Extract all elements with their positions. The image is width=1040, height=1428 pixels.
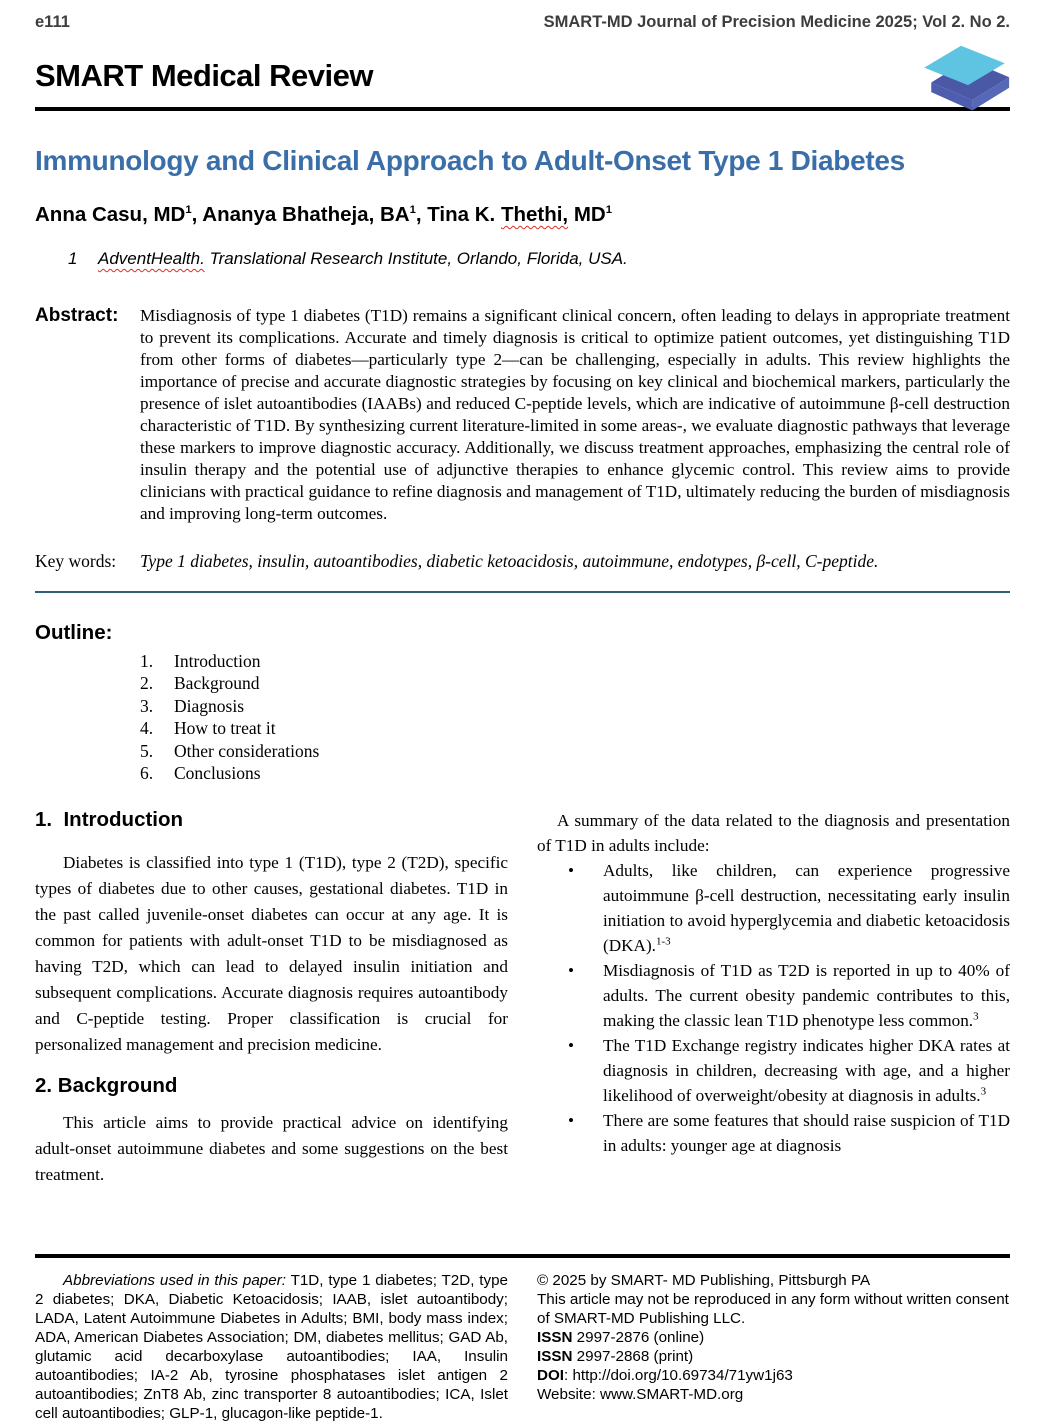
footer-divider [35,1254,1010,1258]
bullet-icon: • [568,861,575,881]
footer-line: ISSN 2997-2868 (print) [537,1348,694,1365]
section-heading-background: 2. Background [35,1074,178,1098]
outline-item [140,762,1010,784]
bullet-item: • Misdiagnosis of T1D as T2D is reported in up to 40% of adults. The current obesity pandemic contributes to this, making the classic lean T1D phenotype less common.$^3$ [537,958,1010,1033]
abstract-text: Misdiagnosis of type 1 diabetes (T1D) remains a significant clinical concern, often leading to delays in appropriate treatment to prevent its complications. Accurate and timely diagnosis is critical to optimize patient outcomes, yet distinguishing T1D from other forms of diabetes—particularly type 2—can be challenging, especially in adults. This review highlights the importance of precise and accurate diagnostic strategies by focusing on key clinical and biochemical markers, particularly the presence of islet autoantibodies (IAABs) and reduced C-peptide levels, which are indicative of autoimmune β-cell destruction characteristic of T1D. By synthesizing current literature-limited in some areas-, we evaluate diagnostic pathways that leverage these markers to improve diagnostic accuracy. Additionally, we discuss treatment approaches, emphasizing the central role of insulin therapy and the potential use of adjunctive therapies to enhance glycemic control. This review aims to provide clinicians with practical guidance to refine diagnosis and management of T1D, ultimately reducing the burden of misdiagnosis and improving long-term outcomes. [140,306,1010,523]
author: Anna Casu, $MD^1$, [35,203,203,226]
author: Ananya Bhatheja, $BA^1$, [202,203,428,226]
bullet-icon: • [568,961,575,981]
bullet-list [537,858,1010,1158]
footer-line: Website: www.SMART-MD.org [537,1386,744,1403]
outline-item-number: 4. [140,718,154,739]
right-column [537,808,1010,1222]
bullet-icon: • [568,1111,575,1131]
masthead-title: SMART Medical Review [35,58,373,93]
page-number: e111 [35,13,70,31]
footer-line-label: DOI [537,1367,565,1384]
journal-header-line: SMART-MD Journal of Precision Medicine 2025; Vol 2. No 2. [543,13,1010,31]
outline-item [140,695,1010,717]
outline-item-number: 2. [140,673,154,694]
outline-item [140,650,1010,672]
affiliation-number: 1 [68,249,78,268]
misspelled-word: AdventHealth. [98,249,205,268]
outline-item [140,717,1010,739]
outline-item-label: Introduction [174,651,261,671]
abbreviations-text: T1D, type 1 diabetes; T2D, type 2 diabetes; DKA, Diabetic Ketoacidosis; IAAB, islet autoantibody; LADA, Latent Autoimmune Diabetes in Adults; BMI, body mass index; ADA, American Diabetes Association; DM, diabetes mellitus; GAD Ab, glutamic acid decarboxylase autoantibodies; IAA, Insulin autoantibodies; IA-2 Ab, tyrosine phosphatases islet antigen 2 autoantibodies; ZnT8 Ab, zinc transporter 8 autoantibodies; ICA, Islet cell autoantibodies; GLP-1, glucagon-like peptide-1. [35,1272,509,1422]
author-superscript: 1 [605,204,612,217]
two-column-body [35,808,1010,1222]
keywords-text: Type 1 diabetes, insulin, autoantibodies, diabetic ketoacidosis, autoimmune, endotypes, β-cell, C-peptide. [140,551,879,571]
outline-item-number: 5. [140,740,154,761]
outline-heading: Outline: [35,621,113,644]
abstract-label: Abstract: [35,305,119,326]
outline-item-label: Background [174,673,260,694]
keywords-divider [35,591,1010,593]
reference-superscript: 3 [980,1085,987,1098]
affiliation [35,249,1010,269]
outline-item-label: Diagnosis [174,695,244,716]
outline-item-label: Conclusions [174,763,261,784]
outline-item-label: How to treat it [174,718,276,739]
reference-superscript: 3 [973,1010,979,1023]
abstract-section [35,305,1010,525]
page-footer [35,1254,1010,1423]
footer-line-label: ISSN [537,1329,573,1346]
footer-line: This article may not be reproduced in any form without written consent of SMART-MD Publishing LLC. [537,1291,1009,1327]
bullet-icon: • [568,1036,575,1056]
author: Tina K. Thethi, $MD^1$ [427,203,612,226]
left-column [35,808,508,1222]
keywords-section [35,551,1010,572]
outline-item-label: Other considerations [174,740,320,761]
journal-logo-icon [924,44,1012,114]
outline-item [140,740,1010,762]
section-heading-introduction: 1. Introduction [35,808,184,832]
outline-list [140,650,1010,784]
outline-item-number: 3. [140,695,154,716]
background-paragraph: This article aims to provide practical advice on identifying adult-onset autoimmune diabetes and some suggestions on the best treatment. [35,1113,508,1185]
masthead-divider [35,107,1010,111]
page-header [35,13,1010,32]
author-superscript: 1 [185,204,192,217]
abbreviations-note [35,1271,508,1423]
bullet-item: • The T1D Exchange registry indicates higher DKA rates at diagnosis in children, decreasing with age, and a higher likelihood of overweight/obesity at diagnosis in adults.$^3$ [537,1033,1010,1108]
affiliation-rest: Translational Research Institute, Orlando, Florida, USA. [204,249,628,268]
bullet-item: • Adults, like children, can experience progressive autoimmune β-cell destruction, necessitating early insulin initiation to avoid hyperglycemia and diabetic ketoacidosis (DKA).$^{1-3}$ [537,858,1010,958]
bullet-item: • There are some features that should raise suspicion of T1D in adults: younger age at diagnosis [537,1108,1010,1158]
publisher-info [537,1271,1010,1423]
outline-item-number: 1. [140,651,154,671]
footer-line: © 2025 by SMART- MD Publishing, Pittsburgh PA [537,1272,871,1289]
author-list [35,203,1010,227]
footer-line: ISSN 2997-2876 (online) [537,1329,705,1346]
article-title: Immunology and Clinical Approach to Adult-Onset Type 1 Diabetes [35,145,905,176]
reference-superscript: 1-3 [655,935,671,948]
keywords-label: Key words: [35,551,117,571]
footer-line: DOI: http://doi.org/10.69734/71yw1j63 [537,1367,793,1384]
outline-item-number: 6. [140,763,154,784]
abbreviations-label: Abbreviations used in this paper: [63,1272,286,1289]
footer-line-label: ISSN [537,1348,573,1365]
introduction-paragraph: Diabetes is classified into type 1 (T1D), type 2 (T2D), specific types of diabetes due to other causes, gestational diabetes. T1D in the past called juvenile-onset diabetes can occur at any age. It is common for patients with adult-onset T1D to be misdiagnosed as having T2D, which can lead to delayed insulin initiation and subsequent complications. Accurate diagnosis requires autoantibody and C-peptide testing. Proper classification is crucial for personalized management and precision medicine. [35,853,508,1055]
author-superscript: 1 [409,204,416,217]
outline-item [140,672,1010,694]
summary-paragraph: A summary of the data related to the diagnosis and presentation of T1D in adults include: [537,811,1010,856]
misspelled-word: Thethi, [500,203,569,226]
affiliation-text [98,249,628,269]
